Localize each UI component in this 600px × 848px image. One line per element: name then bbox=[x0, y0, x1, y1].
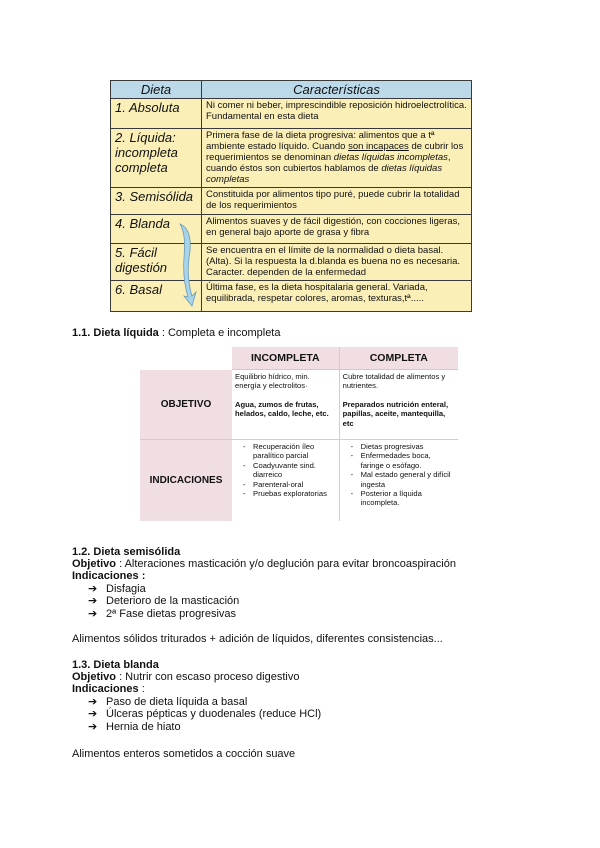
table2-corner bbox=[140, 347, 232, 370]
description-fragment: son incapaces bbox=[348, 140, 409, 152]
indication-item bbox=[351, 442, 455, 451]
indication-text: Recuperación íleo paralítico parcial bbox=[253, 442, 315, 461]
indication-item bbox=[351, 470, 455, 489]
progression-arrow-icon bbox=[176, 222, 200, 308]
diet-description bbox=[202, 281, 472, 312]
section-1-2-heading: 1.2. Dieta semisólida bbox=[72, 546, 181, 558]
indication-text: Enfermedades boca, faringe o esófago. bbox=[360, 451, 431, 470]
list-item bbox=[88, 721, 321, 733]
objetivo-completa-text: Cubre totalidad de alimentos y nutrientes. bbox=[342, 372, 446, 391]
description-fragment: de cubrir los requerimientos se denominan bbox=[206, 140, 464, 163]
table1-row bbox=[111, 281, 472, 312]
indicaciones-completa-cell bbox=[339, 440, 458, 522]
indicaciones-incompleta-list bbox=[235, 442, 336, 498]
diet-name: 2. Líquida: incompleta completa bbox=[111, 128, 202, 187]
arrow-bullet-icon: ➔ bbox=[88, 708, 98, 721]
table1-row bbox=[111, 214, 472, 244]
section-1-2-note: Alimentos sólidos triturados + adición de líquidos, diferentes consistencias... bbox=[72, 633, 443, 645]
dash-bullet-icon: - bbox=[350, 489, 354, 499]
dash-bullet-icon: - bbox=[243, 460, 246, 470]
section-1-3-indicaciones: Indicaciones : bbox=[72, 683, 145, 695]
arrow-bullet-icon: ➔ bbox=[88, 720, 98, 733]
indication-text: Coadyuvante sind. diarreico bbox=[253, 460, 316, 480]
indication-text: Posterior a líquida incompleta. bbox=[360, 489, 422, 508]
list-item-text: Paso de dieta líquida a basal bbox=[106, 696, 248, 708]
arrow-bullet-icon: ➔ bbox=[88, 583, 98, 595]
objetivo-completa-cell bbox=[339, 370, 458, 440]
diet-name: 4. Blanda bbox=[111, 214, 202, 244]
list-item bbox=[88, 696, 321, 708]
table1-body bbox=[111, 99, 472, 312]
table1-header-dieta: Dieta bbox=[111, 81, 202, 99]
list-item-text: Deterioro de la masticación bbox=[106, 595, 240, 608]
diet-description bbox=[202, 214, 472, 244]
dash-bullet-icon: - bbox=[350, 442, 354, 451]
table2-row-objetivo: OBJETIVO bbox=[140, 370, 232, 440]
dash-bullet-icon: - bbox=[243, 442, 246, 451]
indication-item bbox=[351, 451, 455, 470]
dash-bullet-icon: - bbox=[350, 470, 354, 480]
description-fragment: Alimentos suaves y de fácil digestión, con cocciones ligeras, en general bajo aporte de grasa y fibra bbox=[206, 215, 460, 238]
diet-name: 5. Fácil digestión bbox=[111, 244, 202, 281]
table2-header-incompleta: INCOMPLETA bbox=[232, 347, 339, 370]
table1-row bbox=[111, 128, 472, 187]
objetivo-incompleta-text: Equilibrio hídrico, min. energía y electrolitos· bbox=[235, 372, 310, 391]
section-1-2-indicaciones-label: Indicaciones : bbox=[72, 570, 146, 582]
indication-item bbox=[243, 480, 336, 489]
description-fragment: dietas líquidas incompletas bbox=[333, 151, 448, 163]
indicaciones-completa-list bbox=[343, 442, 455, 508]
table2-row-indicaciones: INDICACIONES bbox=[140, 440, 232, 522]
section-1-2-indicaciones-list bbox=[88, 583, 239, 620]
arrow-bullet-icon: ➔ bbox=[88, 696, 98, 708]
description-fragment: Constituida por alimentos tipo puré, puede cubrir la totalidad de los requerimientos bbox=[206, 189, 460, 212]
liquid-diet-table bbox=[140, 347, 458, 521]
list-item-text: Úlceras pépticas y duodenales (reduce HCl) bbox=[106, 708, 322, 721]
indication-text: Dietas progresivas bbox=[360, 442, 424, 451]
list-item bbox=[88, 583, 239, 595]
description-fragment: dietas líquidas completas bbox=[206, 162, 443, 185]
table1-header-caracteristicas: Características bbox=[202, 81, 472, 99]
section-1-2-objetivo: Objetivo : Alteraciones masticación y/o deglución para evitar broncoaspiración bbox=[72, 558, 456, 570]
indication-text: Mal estado general y difícil ingesta bbox=[360, 470, 451, 489]
section-1-1-heading: 1.1. Dieta líquida : Completa e incompleta bbox=[72, 327, 281, 339]
description-fragment: Última fase, es la dieta hospitalaria general. Variada, equilibrada, respetar colores, aromas, texturas,tª..... bbox=[206, 282, 428, 305]
indication-item bbox=[351, 489, 455, 508]
list-item-text: 2ª Fase dietas progresivas bbox=[106, 607, 237, 620]
objetivo-incompleta-cell bbox=[232, 370, 339, 440]
list-item bbox=[88, 608, 239, 620]
dash-bullet-icon: - bbox=[350, 451, 354, 461]
description-fragment: Ni comer ni beber, imprescindible reposición hidroelectrolítica. Fundamental en esta dieta bbox=[206, 100, 467, 122]
diet-description bbox=[202, 188, 472, 215]
indication-item bbox=[243, 489, 336, 498]
diet-name: 3. Semisólida bbox=[111, 188, 202, 215]
section-1-3-indicaciones-list bbox=[88, 696, 321, 733]
indicaciones-incompleta-cell bbox=[232, 440, 339, 522]
objetivo-incompleta-examples: Agua, zumos de frutas, helados, caldo, leche, etc. bbox=[235, 399, 329, 419]
diet-description bbox=[202, 128, 472, 187]
dash-bullet-icon: - bbox=[243, 489, 246, 499]
diet-types-table bbox=[110, 80, 472, 312]
description-fragment: Primera fase de la dieta progresiva: alimentos que a tª ambiente estado líquido. Cuando bbox=[206, 129, 435, 152]
table1-row bbox=[111, 188, 472, 215]
objetivo-completa-examples: Preparados nutrición enteral, papillas, aceite, mantequilla, etc bbox=[342, 399, 449, 428]
description-fragment: Se encuentra en el límite de la normalidad o dieta basal. (Alta). Si la respuesta la d.blanda es buena no es necesaria. Caracter. dependen de la enfermedad bbox=[206, 245, 461, 279]
indication-item bbox=[243, 461, 336, 480]
diet-description bbox=[202, 244, 472, 281]
diet-name: 6. Basal bbox=[111, 281, 202, 312]
indication-text: Parenteral-oral bbox=[253, 479, 304, 489]
list-item-text: Disfagia bbox=[106, 583, 146, 595]
arrow-bullet-icon: ➔ bbox=[88, 595, 98, 608]
table1-row bbox=[111, 244, 472, 281]
arrow-bullet-icon: ➔ bbox=[88, 607, 98, 620]
section-1-3-objetivo: Objetivo : Nutrir con escaso proceso digestivo bbox=[72, 671, 300, 683]
list-item-text: Hernia de hiato bbox=[106, 720, 181, 733]
diet-name: 1. Absoluta bbox=[111, 99, 202, 129]
section-1-3-note: Alimentos enteros sometidos a cocción suave bbox=[72, 748, 296, 760]
section-1-3-heading: 1.3. Dieta blanda bbox=[72, 659, 159, 671]
list-item bbox=[88, 708, 321, 720]
indication-item bbox=[243, 442, 336, 461]
description-fragment: , cuando éstos son cubiertos hablamos de bbox=[206, 151, 451, 174]
table1-row bbox=[111, 99, 472, 129]
table2-header-completa: COMPLETA bbox=[339, 347, 458, 370]
list-item bbox=[88, 595, 239, 607]
indication-text: Pruebas exploratorias bbox=[253, 489, 327, 499]
dash-bullet-icon: - bbox=[243, 479, 246, 489]
diet-description bbox=[202, 99, 472, 129]
